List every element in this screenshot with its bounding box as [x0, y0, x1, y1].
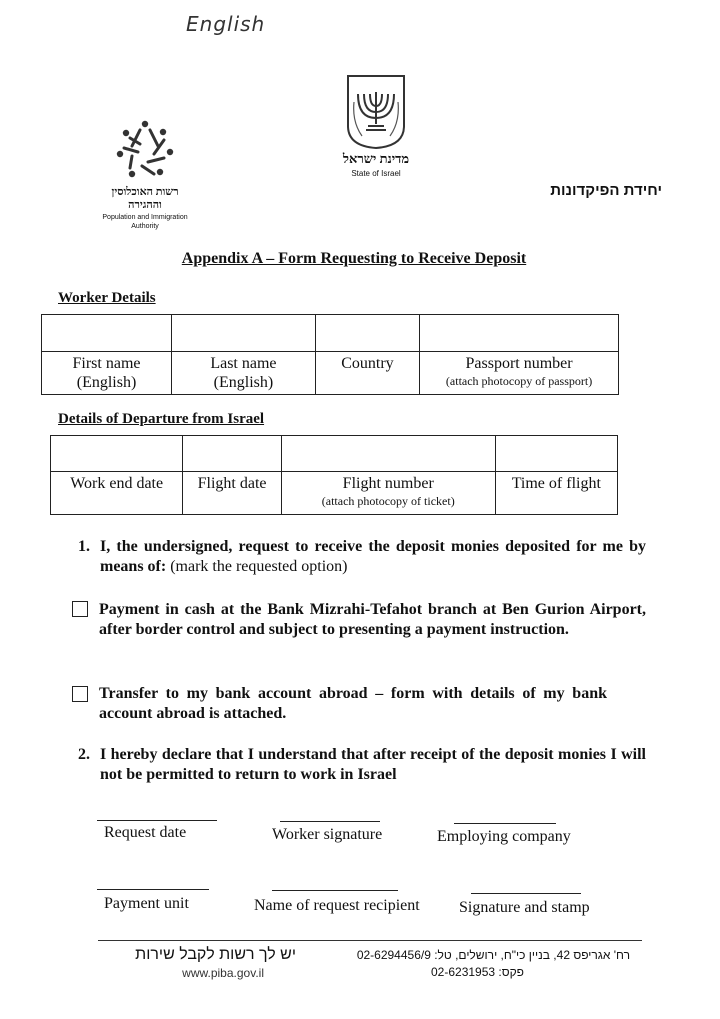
population-authority-logo	[110, 118, 180, 186]
option-transfer-text: Transfer to my bank account abroad – form with details of my bank account abroad is attached.	[99, 685, 607, 722]
center-logo-english: State of Israel	[351, 169, 401, 178]
request-recipient-label: Name of request recipient	[254, 897, 420, 914]
first-name-label: First name (English)	[42, 352, 172, 395]
flight-number-label: Flight number (attach photocopy of ticket)	[281, 472, 495, 515]
option-cash-text: Payment in cash at the Bank Mizrahi-Tefahot branch at Ben Gurion Airport, after border control and subject to presenting a payment instruction.	[99, 601, 646, 638]
worker-signature-line[interactable]	[280, 821, 380, 822]
request-date-line[interactable]	[97, 820, 217, 821]
last-name-field[interactable]	[172, 315, 316, 352]
footer-website[interactable]: www.piba.gov.il	[182, 966, 264, 980]
form-title: Appendix A – Form Requesting to Receive Deposit	[181, 250, 527, 267]
worker-signature-label: Worker signature	[272, 826, 383, 843]
departure-details-table	[50, 435, 618, 515]
employing-company-line[interactable]	[454, 823, 556, 824]
passport-number-field[interactable]	[420, 315, 619, 352]
footer-divider	[98, 940, 642, 941]
left-logo-english-1: Population and Immigration	[102, 214, 188, 221]
passport-number-label: Passport number (attach photocopy of passport)	[420, 352, 619, 395]
item-2-number: 2.	[78, 746, 90, 763]
worker-details-heading: Worker Details	[58, 290, 156, 306]
worker-details-table	[41, 314, 619, 395]
item-1-number: 1.	[78, 538, 90, 555]
option-transfer-checkbox[interactable]	[72, 686, 88, 702]
time-of-flight-field[interactable]	[495, 436, 617, 472]
employing-company-label: Employing company	[437, 828, 571, 845]
option-cash-checkbox[interactable]	[72, 601, 88, 617]
signature-stamp-line[interactable]	[471, 893, 581, 894]
item-1-text: I, the undersigned, request to receive the deposit monies deposited for me by means of: (mark the requested option)	[100, 538, 646, 575]
first-name-field[interactable]	[42, 315, 172, 352]
payment-unit-line[interactable]	[97, 889, 209, 890]
departure-details-heading: Details of Departure from Israel	[58, 411, 265, 427]
time-of-flight-label: Time of flight	[495, 472, 617, 515]
flight-date-field[interactable]	[183, 436, 282, 472]
star-people-icon	[110, 118, 180, 186]
country-field[interactable]	[315, 315, 419, 352]
work-end-date-field[interactable]	[51, 436, 183, 472]
left-logo-hebrew-2: וההגירה	[128, 199, 162, 211]
footer-fax: פקס: 02-6231953	[431, 965, 524, 979]
left-logo-hebrew-1: רשות האוכלוסין	[111, 186, 179, 198]
left-logo-english-2: Authority	[131, 223, 159, 230]
menorah-emblem-icon	[342, 72, 410, 150]
country-label: Country	[315, 352, 419, 395]
request-recipient-line[interactable]	[272, 890, 398, 891]
signature-stamp-label: Signature and stamp	[459, 899, 590, 916]
work-end-date-label: Work end date	[51, 472, 183, 515]
footer-slogan: יש לך רשות לקבל שירות	[135, 946, 296, 963]
flight-number-field[interactable]	[281, 436, 495, 472]
request-date-label: Request date	[104, 824, 187, 841]
footer-address: רח' אגריפס 42, בניין כי"ח, ירושלים, טל: 02-6294456/9	[356, 948, 630, 962]
center-logo-hebrew: מדינת ישראל	[342, 151, 410, 166]
last-name-label: Last name (English)	[172, 352, 316, 395]
state-emblem	[342, 72, 410, 150]
item-2-text: I hereby declare that I understand that after receipt of the deposit monies I will not be permitted to return to work in Israel	[100, 746, 646, 783]
deposit-unit-label: יחידת הפיקדונות	[550, 182, 662, 199]
handwritten-note: English	[186, 12, 266, 36]
flight-date-label: Flight date	[183, 472, 282, 515]
payment-unit-label: Payment unit	[104, 895, 189, 912]
